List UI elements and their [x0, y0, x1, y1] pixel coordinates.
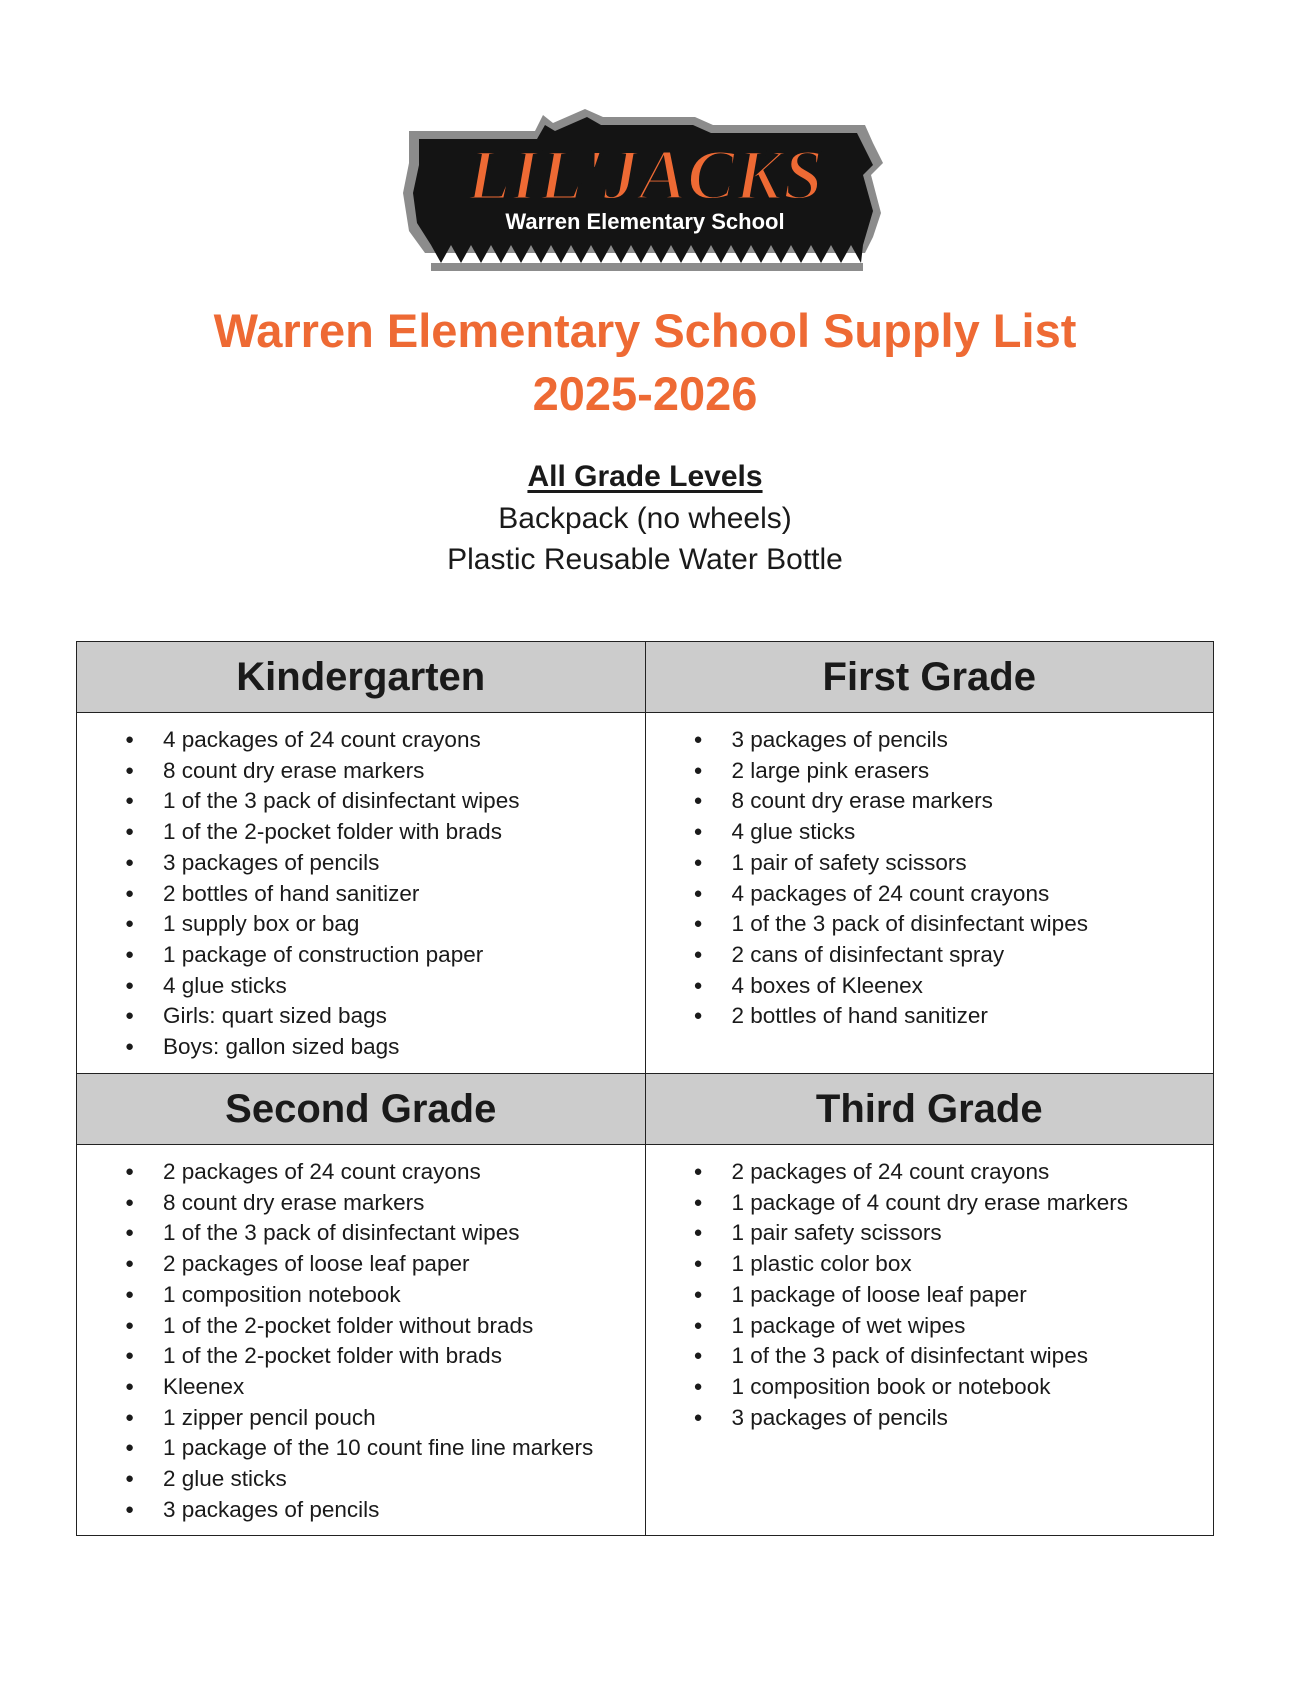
supply-item: ● 3 packages of pencils — [646, 725, 1214, 756]
supply-item: ● 2 glue sticks — [77, 1464, 645, 1495]
supply-item: ● 1 of the 3 pack of disinfectant wipes — [646, 1341, 1214, 1372]
grade-heading-kindergarten: Kindergarten — [77, 642, 646, 713]
supply-item: ● 1 package of loose leaf paper — [646, 1280, 1214, 1311]
supply-item: ● 1 package of the 10 count fine line markers — [77, 1433, 645, 1464]
supply-item: ● 4 glue sticks — [77, 971, 645, 1002]
all-grade-levels-item: Plastic Reusable Water Bottle — [447, 543, 843, 576]
supply-item: ● 1 composition book or notebook — [646, 1372, 1214, 1403]
supply-item: ● 1 supply box or bag — [77, 909, 645, 940]
supply-item: ● 1 pair of safety scissors — [646, 848, 1214, 879]
supply-item: ● 2 packages of loose leaf paper — [77, 1249, 645, 1280]
page-title: Warren Elementary School Supply List — [213, 304, 1077, 357]
supply-item: ● 1 of the 2-pocket folder without brads — [77, 1311, 645, 1342]
logo-subtitle: Warren Elementary School — [505, 209, 785, 234]
supply-item: ● 1 zipper pencil pouch — [77, 1403, 645, 1434]
supply-item: ● 2 packages of 24 count crayons — [646, 1157, 1214, 1188]
supply-item: ● 1 of the 3 pack of disinfectant wipes — [646, 909, 1214, 940]
grade-cell-second-grade — [77, 1145, 646, 1536]
supply-item: ● 4 packages of 24 count crayons — [77, 725, 645, 756]
supply-item: ● 8 count dry erase markers — [77, 1188, 645, 1219]
supply-item: ● 2 large pink erasers — [646, 756, 1214, 787]
supply-list — [646, 1145, 1214, 1433]
supply-item: ● 4 glue sticks — [646, 817, 1214, 848]
supply-item: ● 1 of the 2-pocket folder with brads — [77, 817, 645, 848]
supply-item: ● 1 package of wet wipes — [646, 1311, 1214, 1342]
supply-item: ● 1 of the 3 pack of disinfectant wipes — [77, 786, 645, 817]
supply-item: ● 8 count dry erase markers — [646, 786, 1214, 817]
supply-item: ● Kleenex — [77, 1372, 645, 1403]
supply-item: ● 2 cans of disinfectant spray — [646, 940, 1214, 971]
grade-cell-first-grade — [645, 713, 1214, 1074]
supply-item: ● 1 package of 4 count dry erase markers — [646, 1188, 1214, 1219]
supply-item: ● 1 pair safety scissors — [646, 1218, 1214, 1249]
supply-item: ● 1 composition notebook — [77, 1280, 645, 1311]
supply-item: ● 1 of the 3 pack of disinfectant wipes — [77, 1218, 645, 1249]
supply-list — [77, 1145, 645, 1525]
grade-supply-table — [76, 641, 1214, 1536]
grade-cell-third-grade — [645, 1145, 1214, 1536]
supply-list — [77, 713, 645, 1063]
supply-list — [646, 713, 1214, 1032]
grade-cell-kindergarten — [77, 713, 646, 1074]
school-year: 2025-2026 — [532, 367, 758, 420]
supply-item: ● 1 of the 2-pocket folder with brads — [77, 1341, 645, 1372]
logo-wordmark: LIL'JACKS — [466, 135, 824, 215]
grade-heading-first-grade: First Grade — [645, 642, 1214, 713]
supply-item: ● 2 bottles of hand sanitizer — [77, 879, 645, 910]
supply-item: ● 3 packages of pencils — [646, 1403, 1214, 1434]
supply-item: ● 3 packages of pencils — [77, 1495, 645, 1526]
supply-item: ● Boys: gallon sized bags — [77, 1032, 645, 1063]
supply-item: ● 2 packages of 24 count crayons — [77, 1157, 645, 1188]
supply-item: ● 4 packages of 24 count crayons — [646, 879, 1214, 910]
supply-item: ● 1 package of construction paper — [77, 940, 645, 971]
supply-item: ● Girls: quart sized bags — [77, 1001, 645, 1032]
supply-item: ● 1 plastic color box — [646, 1249, 1214, 1280]
grade-heading-third-grade: Third Grade — [645, 1074, 1214, 1145]
all-grade-levels-item: Backpack (no wheels) — [498, 502, 792, 535]
lil-jacks-logo — [395, 103, 895, 281]
all-grade-levels-section — [0, 456, 1290, 580]
supply-item: ● 2 bottles of hand sanitizer — [646, 1001, 1214, 1032]
all-grade-levels-heading: All Grade Levels — [527, 460, 763, 493]
supply-item: ● 3 packages of pencils — [77, 848, 645, 879]
supply-item: ● 8 count dry erase markers — [77, 756, 645, 787]
supply-item: ● 4 boxes of Kleenex — [646, 971, 1214, 1002]
grade-heading-second-grade: Second Grade — [77, 1074, 646, 1145]
